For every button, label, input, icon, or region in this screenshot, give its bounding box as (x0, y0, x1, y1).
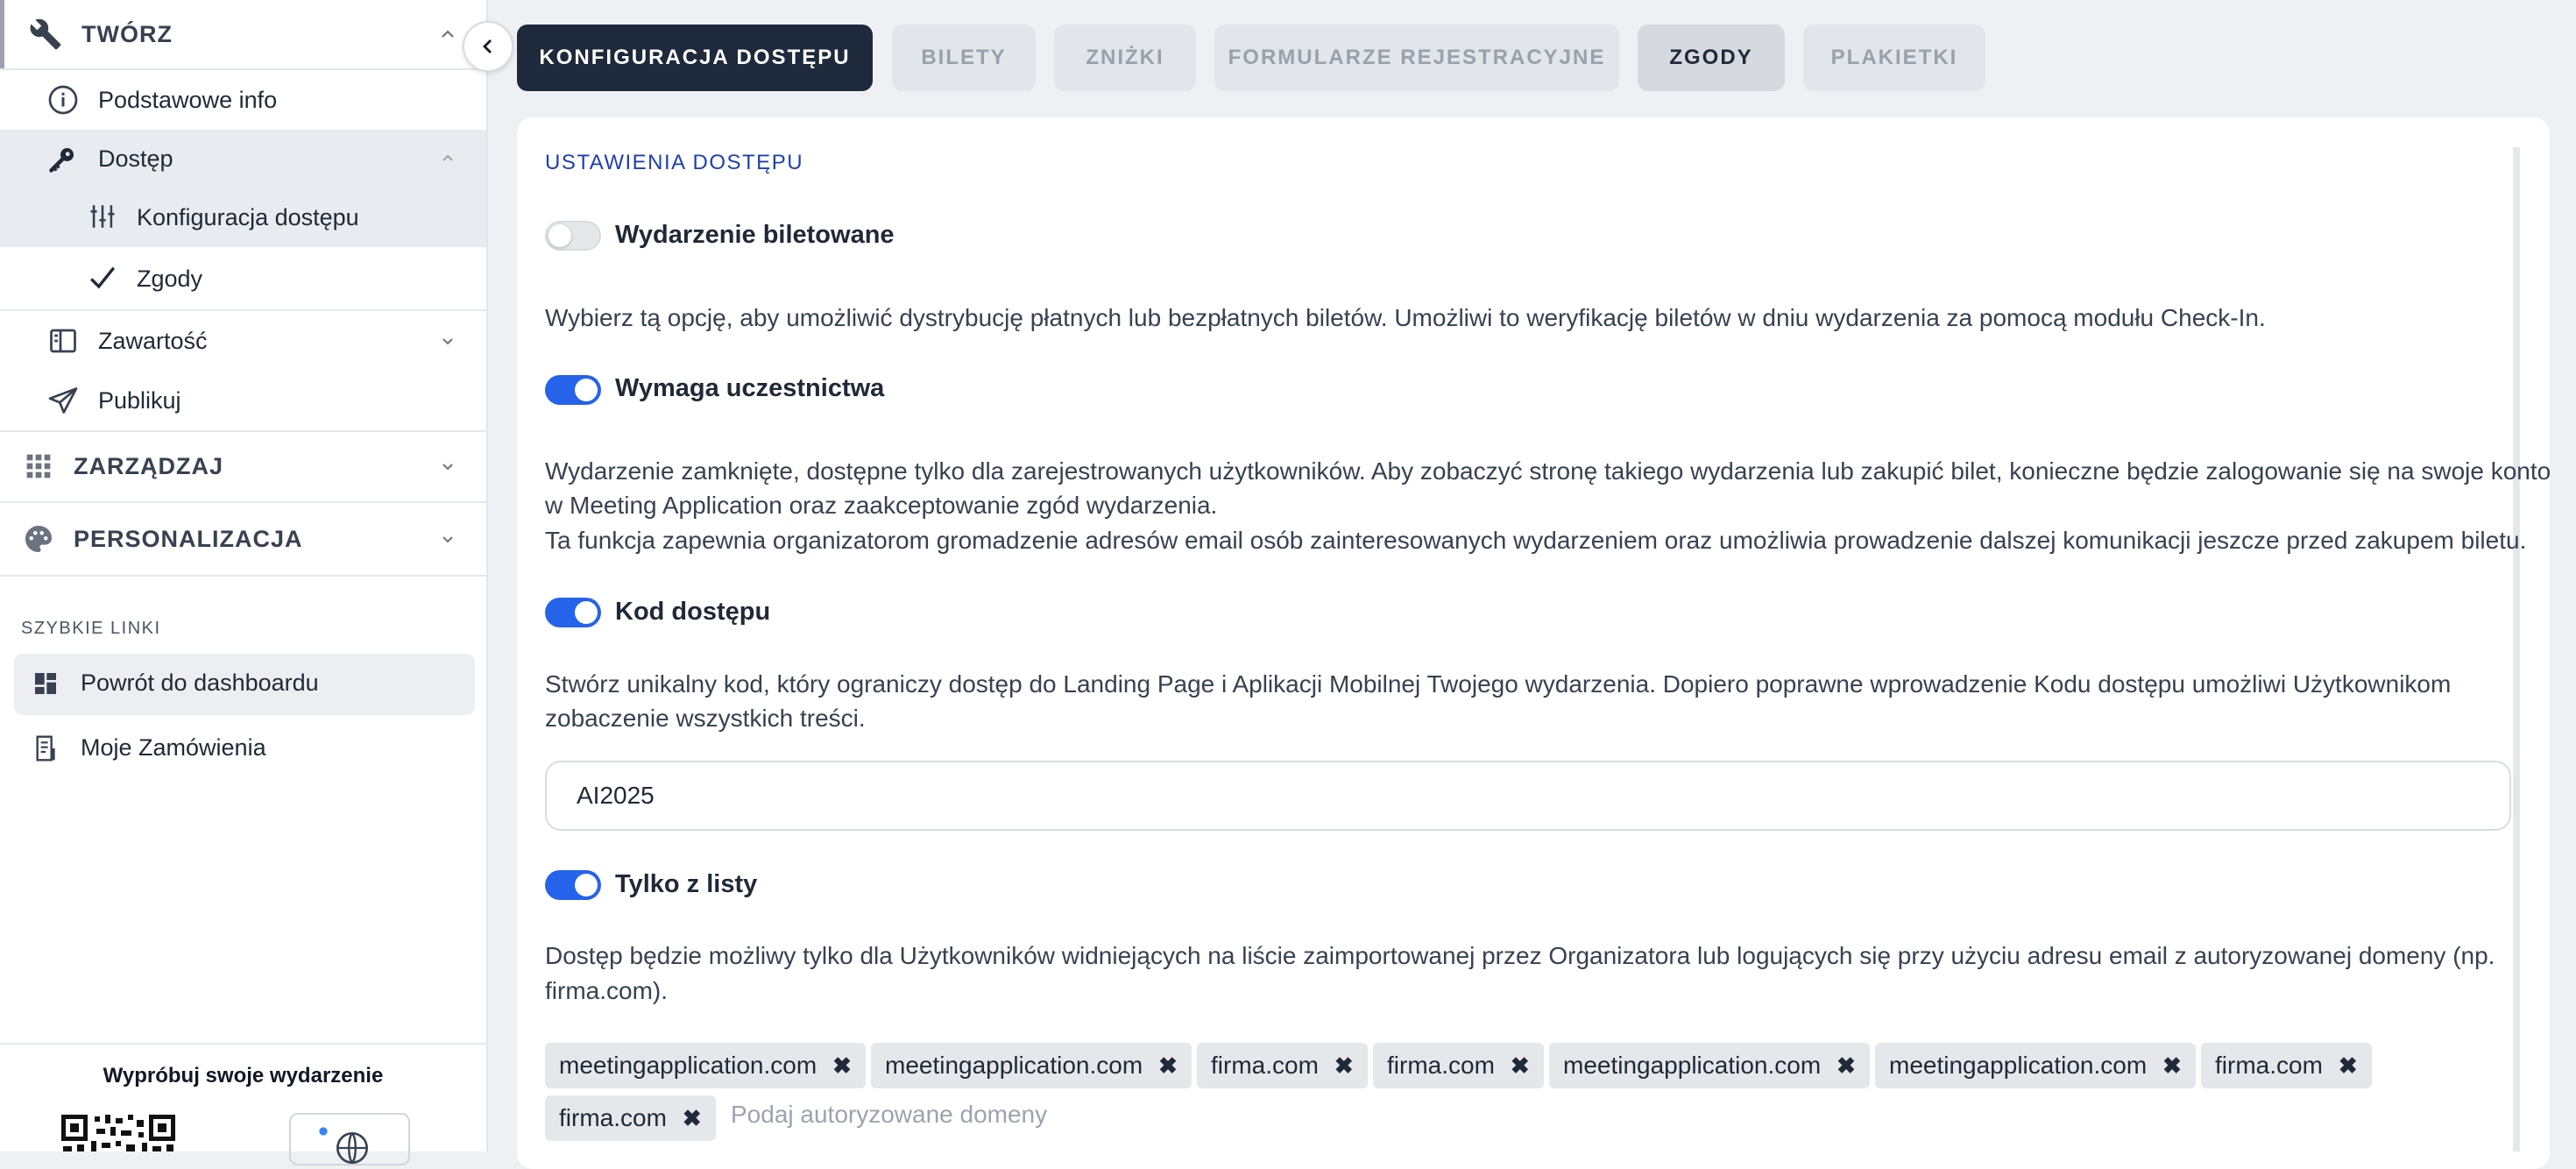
domain-chip (545, 1095, 716, 1141)
sidebar-item-label: Zgody (137, 265, 203, 292)
participation-description-3: Ta funkcja zapewnia organizatorom gromadzenie adresów email osób zainteresowanych wydarzeniem oraz umożliwia prowadzenie dalszej komunikacji jeszcze przed zakupem biletu. (545, 527, 2527, 554)
sliders-icon (88, 202, 117, 236)
list-only-toggle[interactable] (545, 870, 601, 900)
access-code-toggle[interactable] (545, 598, 601, 627)
chevron-up-icon (437, 148, 458, 169)
list-only-description-2: firma.com). (545, 977, 668, 1004)
ticketed-description: Wybierz tą opcję, aby umożliwić dystrybucję płatnych lub bezpłatnych biletów. Umożliwi to weryfikację biletów w dniu wydarzenia za pomocą modułu Check-In. (545, 304, 2266, 331)
section-personalize-title: PERSONALIZACJA (74, 525, 303, 552)
quick-links-title: SZYBKIE LINKI (21, 619, 161, 638)
divider (0, 430, 486, 432)
domain-chip (871, 1043, 1192, 1088)
book-layout-icon (47, 325, 79, 361)
quick-link-label: Moje Zamówienia (81, 734, 266, 761)
domain-chip-label: meetingapplication.com (559, 1052, 817, 1079)
list-only-description-1: Dostęp będzie możliwy tylko dla Użytkowników widniejących na liście zaimportowanej przez Organizatora lub logujących się przy użyciu adresu email z autoryzowanej domeny (np. (545, 942, 2495, 969)
check-icon (88, 263, 117, 297)
remove-domain-icon[interactable]: ✖ (832, 1052, 852, 1079)
tab-tickets[interactable]: BILETY (892, 25, 1036, 91)
domain-chip (1373, 1043, 1544, 1088)
app-preview-button[interactable] (289, 1113, 410, 1165)
access-code-input[interactable]: AI2025 (545, 761, 2511, 831)
divider (0, 1043, 486, 1045)
chevron-down-icon (437, 330, 458, 351)
section-manage[interactable] (0, 433, 486, 499)
sidebar-item-label: Konfiguracja dostępu (137, 203, 359, 230)
remove-domain-icon[interactable]: ✖ (1510, 1052, 1530, 1079)
sidebar-item-publish[interactable] (0, 372, 486, 429)
remove-domain-icon[interactable]: ✖ (2338, 1052, 2358, 1079)
domain-chip (1875, 1043, 2196, 1088)
info-icon (47, 84, 79, 120)
domain-chip (1197, 1043, 1368, 1088)
remove-domain-icon[interactable]: ✖ (1334, 1052, 1354, 1079)
access-code-description-2: zobaczenie wszystkich treści. (545, 705, 866, 732)
sidebar (0, 0, 488, 1151)
participation-label: Wymaga uczestnictwa (615, 374, 885, 402)
section-manage-title: ZARZĄDZAJ (74, 452, 223, 479)
tab-discounts[interactable]: ZNIŻKI (1054, 25, 1196, 91)
section-create[interactable] (0, 0, 486, 68)
divider (0, 309, 486, 311)
domain-chip-label: meetingapplication.com (1563, 1052, 1822, 1079)
participation-toggle[interactable] (545, 375, 601, 405)
sidebar-item-content[interactable] (0, 312, 486, 370)
section-create-title: TWÓRZ (81, 20, 173, 47)
scrollbar[interactable] (2513, 147, 2520, 1151)
tab-badges[interactable]: PLAKIETKI (1803, 25, 1985, 91)
quick-link-orders[interactable] (14, 719, 475, 780)
domain-chip-label: meetingapplication.com (1889, 1052, 2148, 1079)
dashboard-icon (32, 670, 60, 702)
ticketed-toggle[interactable] (545, 221, 601, 251)
tab-consents[interactable]: ZGODY (1638, 25, 1785, 91)
sidebar-item-access-config[interactable] (0, 188, 486, 247)
domain-chip (2201, 1043, 2372, 1088)
satellite-icon (317, 1125, 329, 1137)
chevron-down-icon (437, 456, 458, 477)
collapse-sidebar-button[interactable] (463, 21, 513, 72)
sidebar-item-access[interactable] (0, 130, 486, 188)
ticketed-label: Wydarzenie biletowane (615, 221, 895, 249)
access-settings-panel (517, 117, 2550, 1169)
sidebar-item-label: Dostęp (98, 145, 173, 172)
chevron-up-icon (437, 24, 458, 45)
domain-chip-label: firma.com (2215, 1052, 2323, 1079)
quick-link-label: Powrót do dashboardu (81, 670, 319, 696)
divider (0, 501, 486, 503)
key-icon (47, 143, 79, 179)
sidebar-item-label: Podstawowe info (98, 86, 278, 113)
receipt-icon (32, 734, 60, 767)
domain-chip (545, 1043, 866, 1088)
sidebar-item-basic-info[interactable] (0, 70, 486, 130)
remove-domain-icon[interactable]: ✖ (2162, 1052, 2182, 1079)
qr-code-icon (61, 1115, 175, 1151)
quick-link-dashboard[interactable] (14, 654, 475, 715)
sidebar-item-consents[interactable] (0, 249, 486, 308)
participation-description-2: w Meeting Application oraz zaakceptowanie zgód wydarzenia. (545, 492, 1218, 519)
access-code-description-1: Stwórz unikalny kod, który ograniczy dostęp do Landing Page i Aplikacji Mobilnej Twojego wydarzenia. Dopiero poprawne wprowadzenie Kodu dostępu umożliwi Użytkownikom (545, 670, 2452, 698)
domain-input[interactable]: Podaj autoryzowane domeny (731, 1101, 1048, 1128)
participation-description-1: Wydarzenie zamknięte, dostępne tylko dla zarejestrowanych użytkowników. Aby zobaczyć stronę takiego wydarzenia lub zakupić bilet, konieczne będzie zalogowanie się na swoje konto (545, 457, 2551, 485)
access-code-label: Kod dostępu (615, 598, 771, 626)
globe-icon (335, 1130, 370, 1165)
remove-domain-icon[interactable]: ✖ (682, 1104, 702, 1131)
try-event-title: Wypróbuj swoje wydarzenie (103, 1064, 384, 1088)
domain-chip-label: firma.com (1211, 1052, 1319, 1079)
palette-icon (23, 523, 54, 559)
tab-registration-forms[interactable]: FORMULARZE REJESTRACYJNE (1214, 25, 1619, 91)
divider (0, 575, 486, 577)
domain-chip-label: firma.com (1387, 1052, 1495, 1079)
wrench-icon (29, 18, 62, 55)
domain-chip (1549, 1043, 1870, 1088)
chevron-down-icon (437, 528, 458, 549)
list-only-label: Tylko z listy (615, 870, 758, 898)
section-personalize[interactable] (0, 504, 486, 574)
sidebar-item-label: Publikuj (98, 386, 181, 414)
domain-chip-label: meetingapplication.com (885, 1052, 1143, 1079)
remove-domain-icon[interactable]: ✖ (1158, 1052, 1178, 1079)
section-title: USTAWIENIA DOSTĘPU (545, 151, 804, 174)
remove-domain-icon[interactable]: ✖ (1836, 1052, 1856, 1079)
paper-plane-icon (47, 385, 79, 421)
sidebar-item-label: Zawartość (98, 327, 208, 354)
tab-access-config[interactable]: KONFIGURACJA DOSTĘPU (517, 25, 873, 91)
grid-icon (25, 452, 53, 485)
domain-chip-label: firma.com (559, 1104, 667, 1131)
chevron-left-icon (478, 36, 499, 57)
